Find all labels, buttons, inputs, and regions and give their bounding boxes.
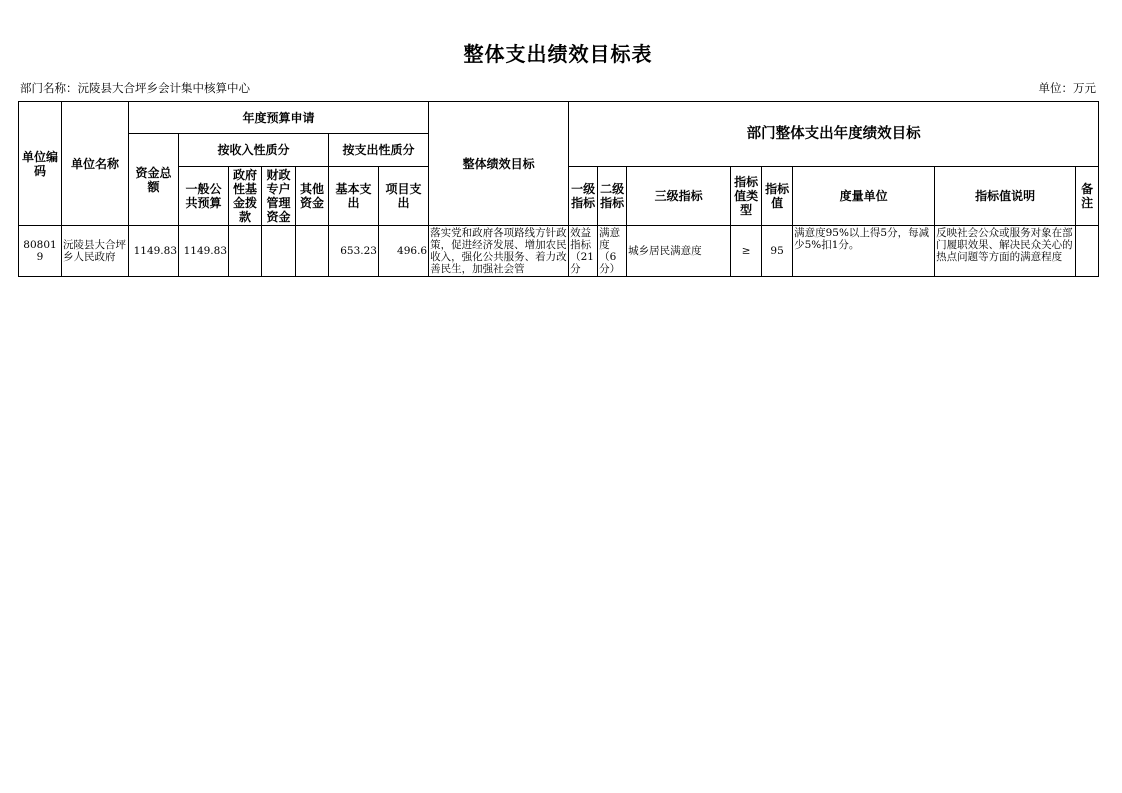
header-annual-budget: 年度预算申请 (129, 102, 429, 134)
cell-remark (1076, 226, 1099, 277)
header-level1: 一级指标 (569, 167, 598, 226)
header-gov-fund: 政府性基金拨款 (229, 167, 262, 226)
cell-general-public-budget: 1149.83 (179, 226, 229, 277)
cell-level1: 效益指标（21分 (570, 227, 594, 275)
header-project-expense: 项目支出 (379, 167, 429, 226)
page-title: 整体支出绩效目标表 (463, 42, 653, 66)
cell-gov-fund (229, 226, 262, 277)
cell-value-type: ≥ (731, 226, 762, 277)
header-level2: 二级指标 (598, 167, 627, 226)
header-overall-target: 整体绩效目标 (429, 102, 569, 226)
header-by-expense: 按支出性质分 (329, 134, 429, 167)
cell-measure-unit: 满意度95%以上得5分，每减少5%扣1分。 (794, 227, 930, 251)
header-value: 指标值 (762, 167, 793, 226)
performance-target-table (18, 101, 1099, 277)
header-total-funds: 资金总额 (129, 134, 179, 226)
cell-total-funds: 1149.83 (129, 226, 179, 277)
header-other-funds: 其他资金 (296, 167, 329, 226)
header-value-type: 指标值类型 (731, 167, 762, 226)
header-by-income: 按收入性质分 (179, 134, 329, 167)
cell-basic-expense: 653.23 (329, 226, 379, 277)
department-name: 部门名称：沅陵县大合坪乡会计集中核算中心 (20, 81, 250, 95)
header-value-desc: 指标值说明 (935, 167, 1076, 226)
cell-level3: 城乡居民满意度 (627, 226, 731, 277)
cell-unit-code: 808019 (19, 226, 62, 277)
cell-overall-target: 落实党和政府各项路线方针政策，促进经济发展、增加农民收入，强化公共服务、着力改善民生，加强社会管 (430, 227, 567, 275)
header-unit-code: 单位编码 (19, 102, 62, 226)
header-unit-name: 单位名称 (62, 102, 129, 226)
header-remark: 备注 (1076, 167, 1099, 226)
cell-value: 95 (762, 226, 793, 277)
cell-level2: 满意度（6分） (599, 227, 621, 275)
table-row (19, 226, 1099, 277)
header-special-mgmt-fund: 财政专户管理资金 (262, 167, 296, 226)
header-level3: 三级指标 (627, 167, 731, 226)
currency-unit: 单位：万元 (1038, 81, 1096, 95)
header-dept-target: 部门整体支出年度绩效目标 (569, 102, 1099, 167)
cell-special-mgmt-fund (262, 226, 296, 277)
header-basic-expense: 基本支出 (329, 167, 379, 226)
cell-unit-name: 沅陵县大合坪乡人民政府 (62, 226, 129, 277)
cell-value-desc: 反映社会公众或服务对象在部门履职效果、解决民众关心的热点问题等方面的满意程度 (936, 227, 1073, 263)
header-general-public-budget: 一般公共预算 (179, 167, 229, 226)
cell-project-expense: 496.6 (379, 226, 429, 277)
cell-other-funds (296, 226, 329, 277)
header-measure-unit: 度量单位 (793, 167, 935, 226)
